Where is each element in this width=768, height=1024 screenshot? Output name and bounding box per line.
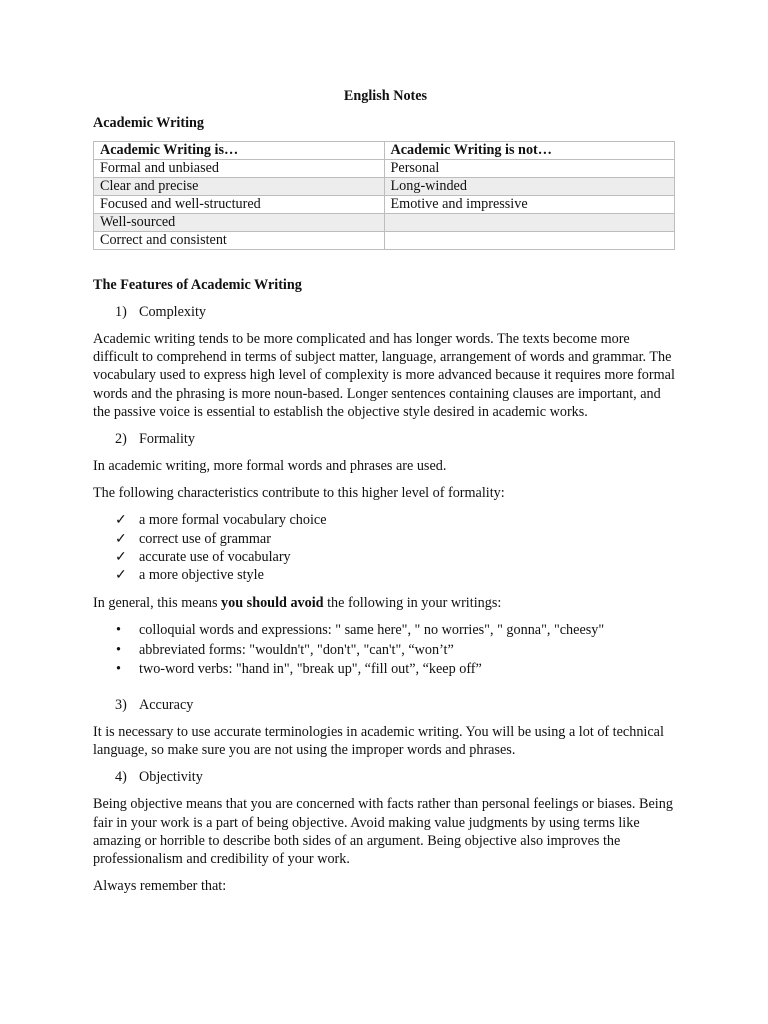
list-item — [93, 548, 678, 566]
feature-number: 1) — [115, 304, 127, 320]
list-item — [93, 641, 678, 661]
table-row — [94, 214, 675, 232]
list-item-text: accurate use of vocabulary — [139, 548, 291, 565]
table-cell: Emotive and impressive — [384, 196, 675, 214]
bullet-icon: • — [116, 622, 121, 639]
feature-item-complexity — [93, 303, 678, 321]
table-header-cell: Academic Writing is not… — [384, 142, 675, 160]
bullet-icon: • — [116, 661, 121, 678]
list-item — [93, 566, 678, 584]
checkmark-icon: ✓ — [115, 548, 127, 565]
table-cell: Long-winded — [384, 178, 675, 196]
bullet-icon: • — [116, 641, 121, 658]
list-item-text: a more objective style — [139, 567, 264, 584]
comparison-table — [93, 141, 675, 250]
table-row — [94, 196, 675, 214]
accuracy-paragraph: It is necessary to use accurate terminologies in academic writing. You will be using a lot of technical language, so make sure you are not using the improper words and phrases. — [93, 723, 664, 759]
formality-paragraph-2: The following characteristics contribute to this higher level of formality: — [93, 485, 505, 502]
list-item-text: correct use of grammar — [139, 530, 271, 547]
feature-number: 3) — [115, 696, 127, 713]
table-row — [94, 160, 675, 178]
avoid-prefix: In general, this means — [93, 595, 222, 612]
table-cell: Clear and precise — [94, 178, 385, 196]
avoid-bullet-list — [93, 621, 678, 680]
checkmark-icon: ✓ — [115, 530, 127, 547]
checkmark-icon: ✓ — [115, 512, 127, 529]
table-cell: Formal and unbiased — [94, 160, 385, 178]
feature-title: Complexity — [139, 304, 206, 320]
table-row — [94, 178, 675, 196]
avoid-suffix: the following in your writings: — [323, 595, 502, 612]
table-cell — [384, 232, 675, 250]
document-title: English Notes — [343, 88, 428, 104]
feature-title: Formality — [139, 431, 195, 448]
table-cell: Well-sourced — [94, 214, 385, 232]
list-item — [93, 530, 678, 548]
list-item-text: two-word verbs: "hand in", "break up", “fill out”, “keep off” — [139, 661, 482, 678]
table-row — [94, 232, 675, 250]
list-item-text: colloquial words and expressions: " same here", " no worries", " gonna", "cheesy" — [139, 622, 605, 639]
table-cell: Personal — [384, 160, 675, 178]
objectivity-paragraph: Being objective means that you are concerned with facts rather than personal feelings or biases. Being fair in your work is a part of being objective. Avoid making value judgments by using terms like amazing or horrible to describe both sides of an argument. Being objective also improves the professionalism and credibility of your work. — [93, 796, 673, 867]
feature-number: 4) — [115, 769, 127, 786]
checkmark-icon: ✓ — [115, 567, 127, 584]
complexity-paragraph: Academic writing tends to be more complicated and has longer words. The texts become more difficult to comprehend in terms of subject matter, language, arrangement of words and grammar. The vocabulary used to express high level of complexity is more advanced because it requires more formal words and the phrasing is more noun-based. Longer sentences containing clauses are important, and the passive voice is essential to establish the objective style desired in academic works. — [93, 331, 675, 420]
list-item — [93, 660, 678, 680]
feature-item-formality — [93, 430, 678, 448]
table-header-row — [94, 142, 675, 160]
document-body — [93, 86, 678, 904]
feature-number: 2) — [115, 431, 127, 448]
closing-line: Always remember that: — [93, 878, 227, 895]
list-item — [93, 511, 678, 529]
list-item-text: abbreviated forms: "wouldn't", "don't", "can't", “won’t” — [139, 641, 454, 658]
formality-checklist — [93, 511, 678, 584]
list-item-text: a more formal vocabulary choice — [139, 512, 327, 529]
list-item — [93, 621, 678, 641]
feature-title: Objectivity — [139, 769, 203, 786]
feature-title: Accuracy — [139, 696, 194, 713]
table-cell: Correct and consistent — [94, 232, 385, 250]
table-cell — [384, 214, 675, 232]
formality-paragraph-1: In academic writing, more formal words and phrases are used. — [93, 458, 447, 475]
avoid-emphasis: you should avoid — [221, 595, 324, 612]
feature-item-objectivity — [93, 768, 678, 786]
table-cell: Focused and well-structured — [94, 196, 385, 214]
section-heading-academic-writing: Academic Writing — [93, 115, 204, 131]
feature-item-accuracy — [93, 696, 678, 714]
avoid-paragraph — [93, 594, 678, 612]
section-heading-features: The Features of Academic Writing — [93, 277, 302, 293]
table-header-cell: Academic Writing is… — [94, 142, 385, 160]
